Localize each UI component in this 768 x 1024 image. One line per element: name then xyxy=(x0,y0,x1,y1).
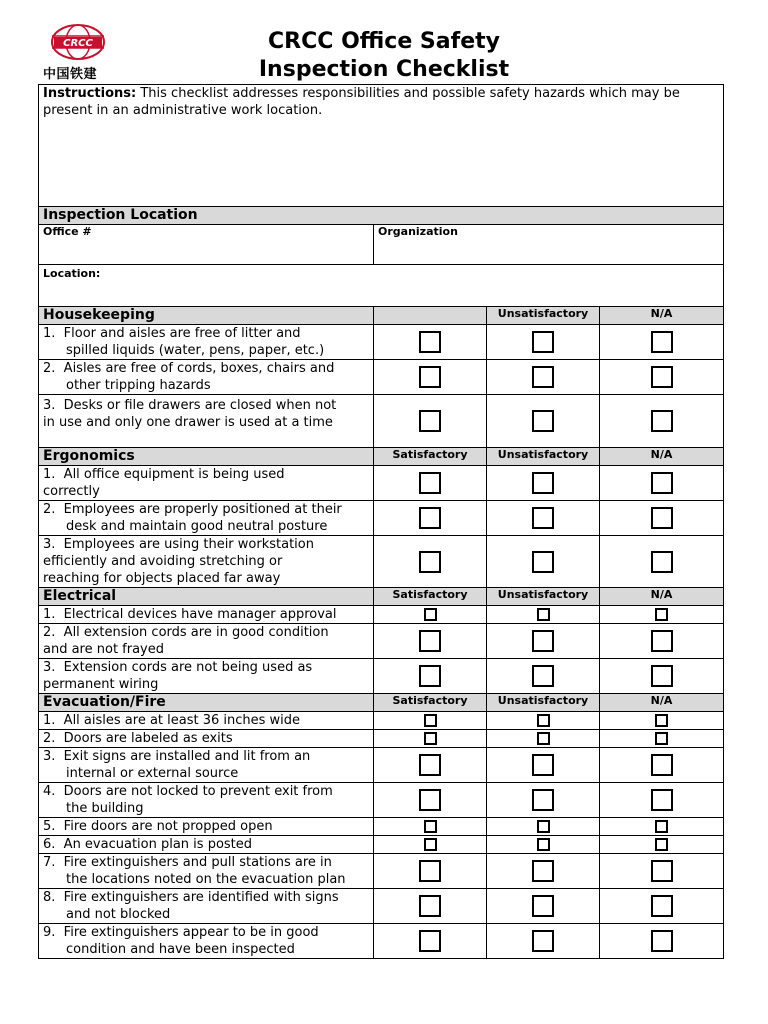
checklist-row xyxy=(39,924,724,959)
satisfactory-checkbox[interactable] xyxy=(419,789,441,811)
unsatisfactory-checkbox[interactable] xyxy=(532,789,554,811)
item-text: 3. Desks or file drawers are closed when not in use and only one drawer is used at a time xyxy=(39,395,374,448)
satisfactory-checkbox[interactable] xyxy=(424,838,437,851)
unsatisfactory-checkbox[interactable] xyxy=(537,820,550,833)
na-checkbox[interactable] xyxy=(655,838,668,851)
na-checkbox[interactable] xyxy=(651,789,673,811)
instructions-label: Instructions: xyxy=(43,86,137,101)
section-title-evacuation: Evacuation/Fire xyxy=(39,694,374,712)
unsatisfactory-checkbox[interactable] xyxy=(532,895,554,917)
item-text: 2. Doors are labeled as exits xyxy=(39,730,374,748)
col-header-na: N/A xyxy=(600,588,724,606)
item-text: 5. Fire doors are not propped open xyxy=(39,818,374,836)
item-text: 6. An evacuation plan is posted xyxy=(39,836,374,854)
satisfactory-checkbox[interactable] xyxy=(419,630,441,652)
col-header-satisfactory: Satisfactory xyxy=(374,588,487,606)
col-header-na: N/A xyxy=(600,694,724,712)
unsatisfactory-checkbox[interactable] xyxy=(532,754,554,776)
checklist-row xyxy=(39,854,724,889)
col-header-na: N/A xyxy=(600,448,724,466)
na-checkbox[interactable] xyxy=(651,331,673,353)
checklist-row xyxy=(39,712,724,730)
item-text: 1. Electrical devices have manager approval xyxy=(39,606,374,624)
na-checkbox[interactable] xyxy=(651,754,673,776)
na-checkbox[interactable] xyxy=(651,930,673,952)
satisfactory-checkbox[interactable] xyxy=(419,930,441,952)
col-header-unsatisfactory: Unsatisfactory xyxy=(487,307,600,325)
checklist-row xyxy=(39,730,724,748)
instructions-text: This checklist addresses responsibilities and possible safety hazards which may be present in an administrative work location. xyxy=(43,86,680,118)
checklist-row xyxy=(39,466,724,501)
checklist-row xyxy=(39,818,724,836)
col-header-na: N/A xyxy=(600,307,724,325)
unsatisfactory-checkbox[interactable] xyxy=(532,331,554,353)
na-checkbox[interactable] xyxy=(651,630,673,652)
col-header-satisfactory-blank xyxy=(374,307,487,325)
item-text: 8. Fire extinguishers are identified with signs and not blocked xyxy=(39,889,374,924)
na-checkbox[interactable] xyxy=(651,895,673,917)
satisfactory-checkbox[interactable] xyxy=(419,472,441,494)
col-header-unsatisfactory: Unsatisfactory xyxy=(487,448,600,466)
checklist-table xyxy=(38,84,723,959)
satisfactory-checkbox[interactable] xyxy=(419,366,441,388)
na-checkbox[interactable] xyxy=(655,608,668,621)
unsatisfactory-checkbox[interactable] xyxy=(532,551,554,573)
checklist-row xyxy=(39,889,724,924)
item-text: 4. Doors are not locked to prevent exit from the building xyxy=(39,783,374,818)
inspection-location-header xyxy=(39,207,724,225)
item-text: 7. Fire extinguishers and pull stations are in the locations noted on the evacuation plan xyxy=(39,854,374,889)
satisfactory-checkbox[interactable] xyxy=(424,608,437,621)
item-text: 2. Employees are properly positioned at their desk and maintain good neutral posture xyxy=(39,501,374,536)
checklist-row xyxy=(39,659,724,694)
col-header-unsatisfactory: Unsatisfactory xyxy=(487,694,600,712)
na-checkbox[interactable] xyxy=(651,472,673,494)
satisfactory-checkbox[interactable] xyxy=(419,665,441,687)
unsatisfactory-checkbox[interactable] xyxy=(537,732,550,745)
location-field[interactable] xyxy=(39,265,724,307)
satisfactory-checkbox[interactable] xyxy=(419,331,441,353)
location-label: Location: xyxy=(43,267,101,280)
location-row xyxy=(39,265,724,307)
col-header-satisfactory: Satisfactory xyxy=(374,694,487,712)
na-checkbox[interactable] xyxy=(651,665,673,687)
office-field[interactable] xyxy=(39,225,374,265)
item-text: 1. All office equipment is being used correctly xyxy=(39,466,374,501)
checklist-row xyxy=(39,325,724,360)
organization-field[interactable] xyxy=(374,225,724,265)
unsatisfactory-checkbox[interactable] xyxy=(537,838,550,851)
unsatisfactory-checkbox[interactable] xyxy=(537,608,550,621)
unsatisfactory-checkbox[interactable] xyxy=(532,860,554,882)
unsatisfactory-checkbox[interactable] xyxy=(532,930,554,952)
na-checkbox[interactable] xyxy=(655,714,668,727)
satisfactory-checkbox[interactable] xyxy=(424,820,437,833)
electrical-header xyxy=(39,588,724,606)
unsatisfactory-checkbox[interactable] xyxy=(537,714,550,727)
satisfactory-checkbox[interactable] xyxy=(419,860,441,882)
checklist-row xyxy=(39,536,724,588)
col-header-satisfactory: Satisfactory xyxy=(374,448,487,466)
item-text: 3. Employees are using their workstation efficiently and avoiding stretching or reaching for objects placed far away xyxy=(39,536,374,588)
section-title-electrical: Electrical xyxy=(39,588,374,606)
ergonomics-header xyxy=(39,448,724,466)
checklist-row xyxy=(39,624,724,659)
unsatisfactory-checkbox[interactable] xyxy=(532,366,554,388)
checklist-row xyxy=(39,836,724,854)
office-org-row xyxy=(39,225,724,265)
col-header-unsatisfactory: Unsatisfactory xyxy=(487,588,600,606)
unsatisfactory-checkbox[interactable] xyxy=(532,472,554,494)
organization-label: Organization xyxy=(378,225,458,238)
logo-text: 中国铁建 xyxy=(43,67,98,82)
satisfactory-checkbox[interactable] xyxy=(424,714,437,727)
section-title-housekeeping: Housekeeping xyxy=(39,307,374,325)
na-checkbox[interactable] xyxy=(651,507,673,529)
checklist-row xyxy=(39,783,724,818)
checklist-row xyxy=(39,360,724,395)
satisfactory-checkbox[interactable] xyxy=(419,895,441,917)
page-title-line2: Inspection Checklist xyxy=(258,57,510,82)
item-text: 1. Floor and aisles are free of litter and spilled liquids (water, pens, paper, etc.) xyxy=(39,325,374,360)
checklist-row xyxy=(39,748,724,783)
instructions-box xyxy=(39,85,724,207)
na-checkbox[interactable] xyxy=(651,410,673,432)
inspection-location-heading: Inspection Location xyxy=(39,207,724,225)
satisfactory-checkbox[interactable] xyxy=(419,410,441,432)
section-title-ergonomics: Ergonomics xyxy=(39,448,374,466)
page-title-line1: CRCC Office Safety xyxy=(268,29,500,54)
unsatisfactory-checkbox[interactable] xyxy=(532,665,554,687)
checklist-row xyxy=(39,395,724,448)
unsatisfactory-checkbox[interactable] xyxy=(532,630,554,652)
checklist-row xyxy=(39,501,724,536)
satisfactory-checkbox[interactable] xyxy=(419,754,441,776)
item-text: 2. Aisles are free of cords, boxes, chairs and other tripping hazards xyxy=(39,360,374,395)
checklist-row xyxy=(39,606,724,624)
item-text: 1. All aisles are at least 36 inches wide xyxy=(39,712,374,730)
na-checkbox[interactable] xyxy=(651,551,673,573)
satisfactory-checkbox[interactable] xyxy=(419,507,441,529)
item-text: 3. Extension cords are not being used as permanent wiring xyxy=(39,659,374,694)
item-text: 9. Fire extinguishers appear to be in good condition and have been inspected xyxy=(39,924,374,959)
housekeeping-header xyxy=(39,307,724,325)
logo-mark: CRCC xyxy=(63,38,93,49)
evacuation-header xyxy=(39,694,724,712)
office-label: Office # xyxy=(43,225,92,238)
satisfactory-checkbox[interactable] xyxy=(424,732,437,745)
satisfactory-checkbox[interactable] xyxy=(419,551,441,573)
na-checkbox[interactable] xyxy=(651,860,673,882)
unsatisfactory-checkbox[interactable] xyxy=(532,410,554,432)
na-checkbox[interactable] xyxy=(651,366,673,388)
item-text: 2. All extension cords are in good condition and are not frayed xyxy=(39,624,374,659)
na-checkbox[interactable] xyxy=(655,820,668,833)
na-checkbox[interactable] xyxy=(655,732,668,745)
item-text: 3. Exit signs are installed and lit from an internal or external source xyxy=(39,748,374,783)
unsatisfactory-checkbox[interactable] xyxy=(532,507,554,529)
instructions-row xyxy=(39,85,724,207)
